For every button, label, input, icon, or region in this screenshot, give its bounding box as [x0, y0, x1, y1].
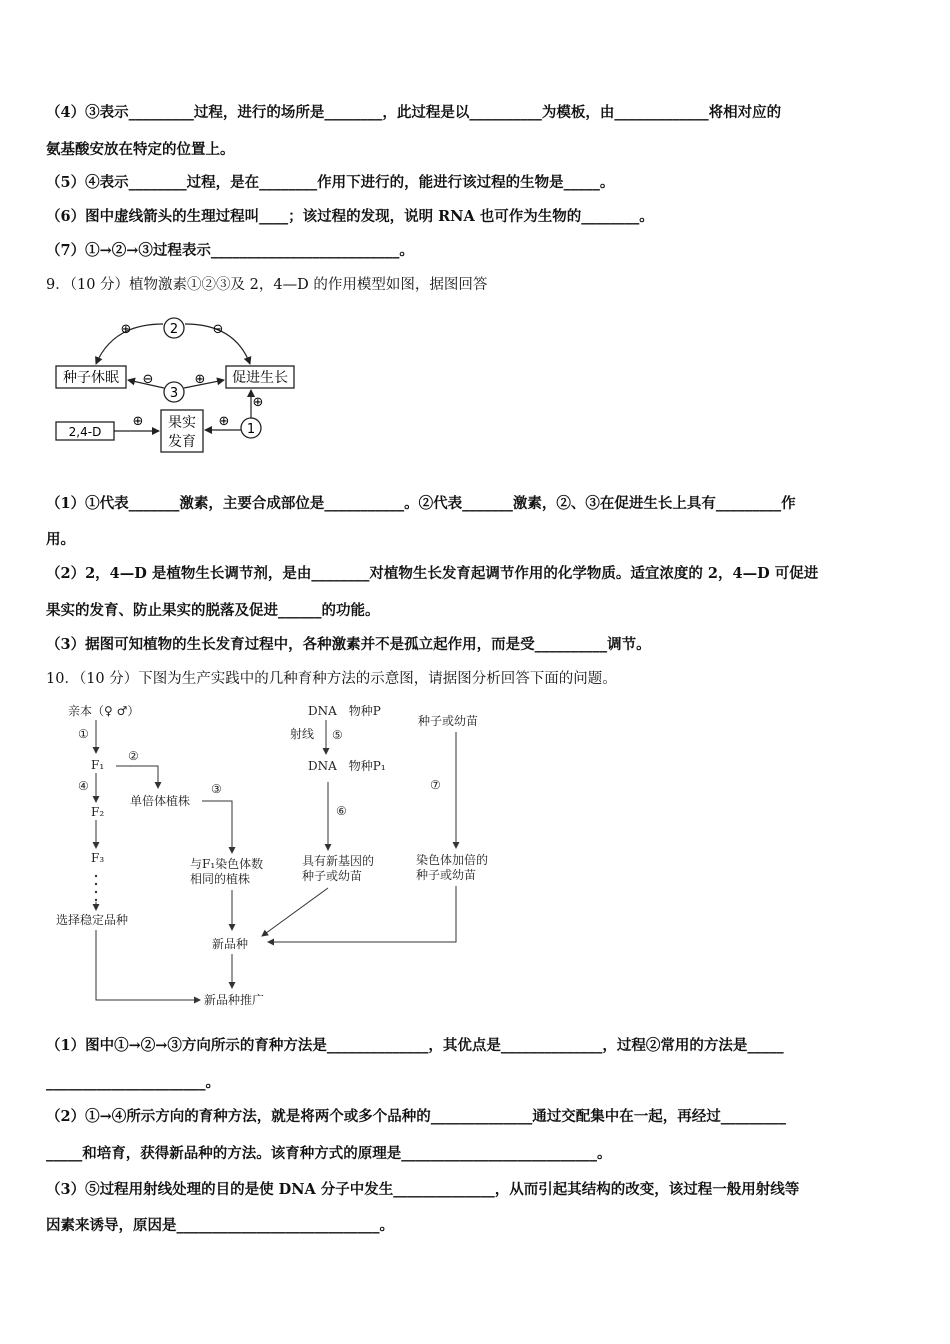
- f1-label: F₁: [91, 758, 105, 772]
- hormone-2-label: 2: [169, 322, 179, 337]
- sign-plus-1-growth: ⊕: [252, 395, 264, 410]
- f2-label: F₂: [91, 805, 105, 819]
- sign-plus-2-dormancy: ⊕: [120, 322, 132, 337]
- seed-seedling-label: 种子或幼苗: [418, 714, 479, 728]
- sign-plus-24d-fruit: ⊕: [132, 414, 144, 429]
- sign-minus-3-dormancy: ⊖: [142, 372, 154, 387]
- radiation-label: 射线: [290, 727, 315, 741]
- q10-breeding-diagram: [46, 698, 526, 1018]
- q10-header: 10．（10 分）下图为生产实践中的几种育种方法的示意图，请据图分析回答下面的问题。: [46, 671, 617, 687]
- q10-part3-line2: 因素来诱导，原因是____________________________。: [46, 1217, 394, 1234]
- step4-label: ④: [78, 779, 89, 793]
- f3-label: F₃: [91, 851, 105, 865]
- q9-part2-line1: （2）2，4—D 是植物生长调节剂，是由________对植物生长发育起调节作用的化学物质。适宜浓度的 2，4—D 可促进: [46, 565, 819, 582]
- doubled-line2: 种子或幼苗: [416, 868, 477, 882]
- step7-label: ⑦: [430, 778, 441, 792]
- new-gene-line2: 种子或幼苗: [302, 869, 363, 883]
- promote-growth-label: 促进生长: [232, 370, 288, 386]
- q10-part3-line1: （3）⑤过程用射线处理的目的是使 DNA 分子中发生______________，从而引起其结构的改变，该过程一般用射线等: [46, 1181, 800, 1198]
- q10-part1-line2: ______________________。: [46, 1074, 220, 1091]
- same-as-f1-line1: 与F₁染色体数: [190, 857, 264, 871]
- q8-part6: （6）图中虚线箭头的生理过程叫____；该过程的发现，说明 RNA 也可作为生物的________。: [46, 208, 654, 225]
- q10-part2-line1: （2）①→④所示方向的育种方法，就是将两个或多个品种的______________通过交配集中在一起，再经过_________: [46, 1108, 786, 1125]
- new-gene-line1: 具有新基因的: [302, 854, 375, 868]
- q9-part3: （3）据图可知植物的生长发育过程中，各种激素并不是孤立起作用，而是受__________调节。: [46, 636, 651, 653]
- select-stable-label: 选择稳定品种: [56, 913, 129, 927]
- doubled-line1: 染色体加倍的: [416, 853, 489, 867]
- same-as-f1-line2: 相同的植株: [190, 872, 251, 886]
- dna-p-label: DNA 物种P: [308, 704, 381, 718]
- sign-plus-1-fruit: ⊕: [218, 414, 230, 429]
- q9-hormone-diagram: [48, 310, 308, 470]
- q8-part5: （5）④表示________过程，是在________作用下进行的，能进行该过程的生物是_____。: [46, 174, 615, 191]
- step3-label: ③: [211, 782, 222, 796]
- q8-part4-line1: （4）③表示_________过程，进行的场所是________，此过程是以__________为模板，由_____________将相对应的: [46, 104, 782, 121]
- step1-label: ①: [78, 727, 89, 741]
- fruit-label-2: 发育: [168, 434, 196, 450]
- step6-label: ⑥: [336, 804, 347, 818]
- 24d-label: 2,4-D: [68, 425, 102, 439]
- hormone-1-label: 1: [246, 422, 256, 437]
- q9-part1-line1: （1）①代表_______激素，主要合成部位是___________。②代表_______激素，②、③在促进生长上具有_________作: [46, 495, 796, 512]
- q9-part2-line2: 果实的发育、防止果实的脱落及促进______的功能。: [46, 602, 380, 619]
- step2-label: ②: [128, 749, 139, 763]
- q10-part2-line2: _____和培育，获得新品种的方法。该育种方式的原理是___________________________。: [46, 1145, 612, 1162]
- haploid-label: 单倍体植株: [130, 794, 191, 808]
- fruit-label-1: 果实: [168, 415, 196, 431]
- step5-label: ⑤: [332, 728, 343, 742]
- hormone-3-label: 3: [169, 386, 179, 401]
- parents-label: 亲本（♀ ♂）: [68, 704, 140, 718]
- seed-dormancy-label: 种子休眠: [63, 370, 119, 386]
- dna-p1-label: DNA 物种P₁: [308, 759, 386, 773]
- sign-plus-3-growth: ⊕: [194, 372, 206, 387]
- sign-minus-2-growth: ⊖: [212, 322, 224, 337]
- new-variety-label: 新品种: [212, 937, 249, 951]
- q8-part4-line2: 氨基酸安放在特定的位置上。: [46, 141, 235, 158]
- q8-part7: （7）①→②→③过程表示__________________________。: [46, 242, 414, 259]
- q10-part1-line1: （1）图中①→②→③方向所示的育种方法是______________，其优点是______________，过程②常用的方法是_____: [46, 1037, 784, 1054]
- promotion-label: 新品种推广: [204, 993, 265, 1007]
- q9-header: 9．（10 分）植物激素①②③及 2，4—D 的作用模型如图，据图回答: [46, 277, 488, 293]
- q9-part1-line2: 用。: [46, 531, 75, 548]
